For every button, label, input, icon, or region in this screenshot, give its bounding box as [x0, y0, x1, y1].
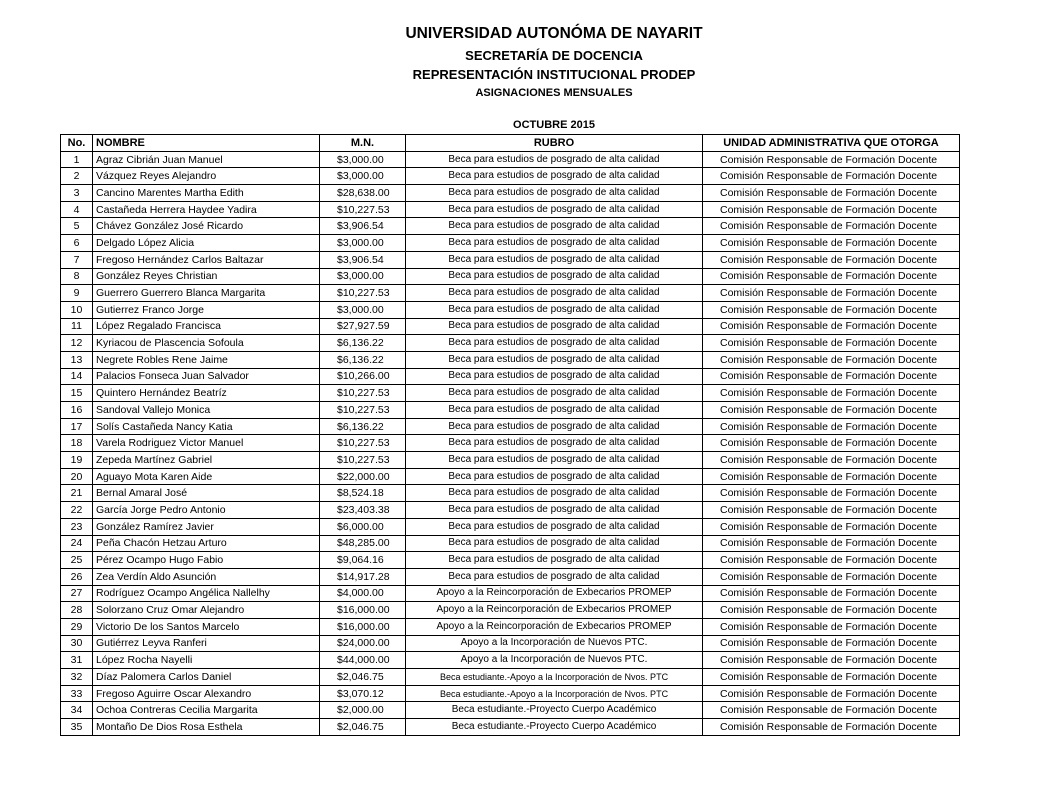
- row-number-cell: 20: [61, 468, 93, 485]
- row-number-cell: 13: [61, 351, 93, 368]
- university-title: UNIVERSIDAD AUTONÓMA DE NAYARIT: [405, 25, 703, 42]
- row-number-cell: 22: [61, 502, 93, 519]
- person-name-cell: Cancino Marentes Martha Edith: [93, 185, 320, 202]
- granting-unit-cell: Comisión Responsable de Formación Docente: [703, 518, 960, 535]
- assignments-table: [60, 134, 960, 736]
- person-name-cell: Varela Rodriguez Victor Manuel: [93, 435, 320, 452]
- rubro-cell: Beca para estudios de posgrado de alta calidad: [406, 185, 703, 202]
- table-row: [61, 719, 960, 736]
- period-label: OCTUBRE 2015: [513, 119, 595, 131]
- rubro-cell: Beca para estudios de posgrado de alta calidad: [406, 502, 703, 519]
- person-name-cell: Aguayo Mota Karen Aide: [93, 468, 320, 485]
- table-row: [61, 568, 960, 585]
- granting-unit-cell: Comisión Responsable de Formación Docente: [703, 151, 960, 168]
- row-number-cell: 4: [61, 201, 93, 218]
- row-number-cell: 7: [61, 251, 93, 268]
- amount-cell: $10,227.53: [320, 435, 406, 452]
- amount-cell: $9,064.16: [320, 552, 406, 569]
- rubro-cell: Beca para estudios de posgrado de alta calidad: [406, 368, 703, 385]
- rubro-cell: Apoyo a la Incorporación de Nuevos PTC.: [406, 652, 703, 669]
- rubro-cell: Beca para estudios de posgrado de alta calidad: [406, 385, 703, 402]
- table-row: [61, 201, 960, 218]
- person-name-cell: Victorio De los Santos Marcelo: [93, 618, 320, 635]
- rubro-cell: Beca para estudios de posgrado de alta calidad: [406, 435, 703, 452]
- amount-cell: $3,000.00: [320, 151, 406, 168]
- row-number-cell: 9: [61, 285, 93, 302]
- table-row: [61, 368, 960, 385]
- granting-unit-cell: Comisión Responsable de Formación Docente: [703, 685, 960, 702]
- table-row: [61, 218, 960, 235]
- amount-cell: $3,000.00: [320, 301, 406, 318]
- granting-unit-cell: Comisión Responsable de Formación Docente: [703, 418, 960, 435]
- amount-cell: $6,136.22: [320, 335, 406, 352]
- amount-cell: $6,136.22: [320, 418, 406, 435]
- row-number-cell: 14: [61, 368, 93, 385]
- report-subtitle: ASIGNACIONES MENSUALES: [475, 87, 633, 99]
- row-number-cell: 8: [61, 268, 93, 285]
- rubro-cell: Beca para estudios de posgrado de alta calidad: [406, 151, 703, 168]
- granting-unit-cell: Comisión Responsable de Formación Docente: [703, 368, 960, 385]
- amount-cell: $10,266.00: [320, 368, 406, 385]
- amount-cell: $10,227.53: [320, 285, 406, 302]
- amount-cell: $14,917.28: [320, 568, 406, 585]
- rubro-cell: Beca para estudios de posgrado de alta calidad: [406, 218, 703, 235]
- amount-cell: $27,927.59: [320, 318, 406, 335]
- rubro-cell: Beca para estudios de posgrado de alta calidad: [406, 301, 703, 318]
- granting-unit-cell: Comisión Responsable de Formación Docente: [703, 385, 960, 402]
- table-row: [61, 151, 960, 168]
- granting-unit-cell: Comisión Responsable de Formación Docente: [703, 335, 960, 352]
- row-number-cell: 6: [61, 235, 93, 252]
- rubro-cell: Beca para estudios de posgrado de alta calidad: [406, 168, 703, 185]
- rubro-cell: Beca para estudios de posgrado de alta calidad: [406, 402, 703, 419]
- row-number-cell: 30: [61, 635, 93, 652]
- table-row: [61, 535, 960, 552]
- person-name-cell: Fregoso Hernández Carlos Baltazar: [93, 251, 320, 268]
- granting-unit-cell: Comisión Responsable de Formación Docente: [703, 602, 960, 619]
- person-name-cell: Díaz Palomera Carlos Daniel: [93, 669, 320, 686]
- table-row: [61, 652, 960, 669]
- person-name-cell: Fregoso Aguirre Oscar Alexandro: [93, 685, 320, 702]
- granting-unit-cell: Comisión Responsable de Formación Docente: [703, 669, 960, 686]
- rubro-cell: Beca para estudios de posgrado de alta calidad: [406, 535, 703, 552]
- rubro-cell: Apoyo a la Reincorporación de Exbecarios PROMEP: [406, 602, 703, 619]
- granting-unit-cell: Comisión Responsable de Formación Docente: [703, 435, 960, 452]
- table-row: [61, 301, 960, 318]
- person-name-cell: Pérez Ocampo Hugo Fabio: [93, 552, 320, 569]
- granting-unit-cell: Comisión Responsable de Formación Docente: [703, 652, 960, 669]
- column-header-amount: M.N.: [320, 135, 406, 152]
- row-number-cell: 18: [61, 435, 93, 452]
- rubro-cell: Beca para estudios de posgrado de alta calidad: [406, 285, 703, 302]
- row-number-cell: 27: [61, 585, 93, 602]
- granting-unit-cell: Comisión Responsable de Formación Docente: [703, 502, 960, 519]
- table-row: [61, 618, 960, 635]
- granting-unit-cell: Comisión Responsable de Formación Docente: [703, 618, 960, 635]
- rubro-cell: Apoyo a la Incorporación de Nuevos PTC.: [406, 635, 703, 652]
- table-row: [61, 285, 960, 302]
- table-row: [61, 385, 960, 402]
- granting-unit-cell: Comisión Responsable de Formación Docente: [703, 351, 960, 368]
- amount-cell: $6,000.00: [320, 518, 406, 535]
- table-row: [61, 485, 960, 502]
- rubro-cell: Beca para estudios de posgrado de alta calidad: [406, 418, 703, 435]
- granting-unit-cell: Comisión Responsable de Formación Docente: [703, 301, 960, 318]
- row-number-cell: 31: [61, 652, 93, 669]
- amount-cell: $44,000.00: [320, 652, 406, 669]
- amount-cell: $28,638.00: [320, 185, 406, 202]
- column-header-name: NOMBRE: [93, 135, 320, 152]
- amount-cell: $23,403.38: [320, 502, 406, 519]
- secretariat-title: SECRETARÍA DE DOCENCIA: [465, 48, 643, 63]
- table-row: [61, 702, 960, 719]
- person-name-cell: Quintero Hernández Beatríz: [93, 385, 320, 402]
- rubro-cell: Beca para estudios de posgrado de alta calidad: [406, 251, 703, 268]
- table-row: [61, 251, 960, 268]
- amount-cell: $16,000.00: [320, 602, 406, 619]
- granting-unit-cell: Comisión Responsable de Formación Docente: [703, 235, 960, 252]
- amount-cell: $24,000.00: [320, 635, 406, 652]
- rubro-cell: Apoyo a la Reincorporación de Exbecarios PROMEP: [406, 618, 703, 635]
- column-header-unit: UNIDAD ADMINISTRATIVA QUE OTORGA: [703, 135, 960, 152]
- row-number-cell: 15: [61, 385, 93, 402]
- row-number-cell: 5: [61, 218, 93, 235]
- table-row: [61, 669, 960, 686]
- person-name-cell: Peña Chacón Hetzau Arturo: [93, 535, 320, 552]
- amount-cell: $8,524.18: [320, 485, 406, 502]
- table-row: [61, 268, 960, 285]
- row-number-cell: 2: [61, 168, 93, 185]
- person-name-cell: Kyriacou de Plascencia Sofoula: [93, 335, 320, 352]
- row-number-cell: 1: [61, 151, 93, 168]
- amount-cell: $2,046.75: [320, 669, 406, 686]
- amount-cell: $4,000.00: [320, 585, 406, 602]
- granting-unit-cell: Comisión Responsable de Formación Docente: [703, 285, 960, 302]
- amount-cell: $3,906.54: [320, 251, 406, 268]
- granting-unit-cell: Comisión Responsable de Formación Docente: [703, 719, 960, 736]
- person-name-cell: Chávez González José Ricardo: [93, 218, 320, 235]
- rubro-cell: Beca para estudios de posgrado de alta calidad: [406, 452, 703, 469]
- row-number-cell: 34: [61, 702, 93, 719]
- person-name-cell: García Jorge Pedro Antonio: [93, 502, 320, 519]
- person-name-cell: Solís Castañeda Nancy Katia: [93, 418, 320, 435]
- granting-unit-cell: Comisión Responsable de Formación Docente: [703, 218, 960, 235]
- person-name-cell: González Ramírez Javier: [93, 518, 320, 535]
- row-number-cell: 25: [61, 552, 93, 569]
- granting-unit-cell: Comisión Responsable de Formación Docente: [703, 268, 960, 285]
- row-number-cell: 21: [61, 485, 93, 502]
- table-row: [61, 635, 960, 652]
- table-body: [61, 151, 960, 735]
- table-row: [61, 585, 960, 602]
- person-name-cell: Rodríguez Ocampo Angélica Nallelhy: [93, 585, 320, 602]
- rubro-cell: Beca para estudios de posgrado de alta calidad: [406, 335, 703, 352]
- table-row: [61, 185, 960, 202]
- rubro-cell: Beca para estudios de posgrado de alta calidad: [406, 518, 703, 535]
- amount-cell: $6,136.22: [320, 351, 406, 368]
- row-number-cell: 35: [61, 719, 93, 736]
- table-row: [61, 168, 960, 185]
- amount-cell: $2,000.00: [320, 702, 406, 719]
- person-name-cell: Gutierrez Franco Jorge: [93, 301, 320, 318]
- table-row: [61, 402, 960, 419]
- table-row: [61, 552, 960, 569]
- person-name-cell: Montaño De Dios Rosa Esthela: [93, 719, 320, 736]
- row-number-cell: 19: [61, 452, 93, 469]
- amount-cell: $3,000.00: [320, 268, 406, 285]
- person-name-cell: Delgado López Alicia: [93, 235, 320, 252]
- rubro-cell: Beca para estudios de posgrado de alta calidad: [406, 201, 703, 218]
- row-number-cell: 32: [61, 669, 93, 686]
- granting-unit-cell: Comisión Responsable de Formación Docente: [703, 485, 960, 502]
- amount-cell: $10,227.53: [320, 452, 406, 469]
- person-name-cell: López Rocha Nayelli: [93, 652, 320, 669]
- rubro-cell: Beca estudiante.-Proyecto Cuerpo Académico: [406, 702, 703, 719]
- rubro-cell: Beca para estudios de posgrado de alta calidad: [406, 552, 703, 569]
- person-name-cell: Gutiérrez Leyva Ranferi: [93, 635, 320, 652]
- table-row: [61, 602, 960, 619]
- granting-unit-cell: Comisión Responsable de Formación Docente: [703, 185, 960, 202]
- column-header-rubro: RUBRO: [406, 135, 703, 152]
- amount-cell: $10,227.53: [320, 201, 406, 218]
- row-number-cell: 12: [61, 335, 93, 352]
- table-row: [61, 235, 960, 252]
- amount-cell: $3,000.00: [320, 235, 406, 252]
- person-name-cell: Castañeda Herrera Haydee Yadira: [93, 201, 320, 218]
- table-row: [61, 335, 960, 352]
- rubro-cell: Beca para estudios de posgrado de alta calidad: [406, 468, 703, 485]
- row-number-cell: 11: [61, 318, 93, 335]
- granting-unit-cell: Comisión Responsable de Formación Docente: [703, 552, 960, 569]
- row-number-cell: 24: [61, 535, 93, 552]
- amount-cell: $10,227.53: [320, 385, 406, 402]
- rubro-cell: Beca para estudios de posgrado de alta calidad: [406, 568, 703, 585]
- person-name-cell: Sandoval Vallejo Monica: [93, 402, 320, 419]
- person-name-cell: Zea Verdín Aldo Asunción: [93, 568, 320, 585]
- rubro-cell: Beca para estudios de posgrado de alta calidad: [406, 485, 703, 502]
- amount-cell: $10,227.53: [320, 402, 406, 419]
- granting-unit-cell: Comisión Responsable de Formación Docente: [703, 568, 960, 585]
- granting-unit-cell: Comisión Responsable de Formación Docente: [703, 402, 960, 419]
- granting-unit-cell: Comisión Responsable de Formación Docente: [703, 702, 960, 719]
- granting-unit-cell: Comisión Responsable de Formación Docente: [703, 585, 960, 602]
- table-row: [61, 685, 960, 702]
- person-name-cell: Negrete Robles Rene Jaime: [93, 351, 320, 368]
- person-name-cell: Vázquez Reyes Alejandro: [93, 168, 320, 185]
- row-number-cell: 16: [61, 402, 93, 419]
- row-number-cell: 10: [61, 301, 93, 318]
- granting-unit-cell: Comisión Responsable de Formación Docente: [703, 251, 960, 268]
- row-number-cell: 33: [61, 685, 93, 702]
- table-row: [61, 435, 960, 452]
- amount-cell: $3,000.00: [320, 168, 406, 185]
- rubro-cell: Beca para estudios de posgrado de alta calidad: [406, 351, 703, 368]
- table-row: [61, 518, 960, 535]
- table-row: [61, 452, 960, 469]
- rubro-cell: Beca para estudios de posgrado de alta calidad: [406, 268, 703, 285]
- person-name-cell: Palacios Fonseca Juan Salvador: [93, 368, 320, 385]
- person-name-cell: Ochoa Contreras Cecilia Margarita: [93, 702, 320, 719]
- amount-cell: $16,000.00: [320, 618, 406, 635]
- table-row: [61, 502, 960, 519]
- amount-cell: $3,070.12: [320, 685, 406, 702]
- granting-unit-cell: Comisión Responsable de Formación Docente: [703, 168, 960, 185]
- row-number-cell: 17: [61, 418, 93, 435]
- granting-unit-cell: Comisión Responsable de Formación Docente: [703, 535, 960, 552]
- table-row: [61, 418, 960, 435]
- rubro-cell: Beca para estudios de posgrado de alta calidad: [406, 318, 703, 335]
- amount-cell: $22,000.00: [320, 468, 406, 485]
- row-number-cell: 29: [61, 618, 93, 635]
- granting-unit-cell: Comisión Responsable de Formación Docente: [703, 201, 960, 218]
- row-number-cell: 23: [61, 518, 93, 535]
- table-row: [61, 468, 960, 485]
- person-name-cell: Zepeda Martínez Gabriel: [93, 452, 320, 469]
- rubro-cell: Apoyo a la Reincorporación de Exbecarios PROMEP: [406, 585, 703, 602]
- granting-unit-cell: Comisión Responsable de Formación Docente: [703, 452, 960, 469]
- granting-unit-cell: Comisión Responsable de Formación Docente: [703, 318, 960, 335]
- representation-title: REPRESENTACIÓN INSTITUCIONAL PRODEP: [412, 67, 696, 82]
- row-number-cell: 3: [61, 185, 93, 202]
- person-name-cell: Agraz Cibrián Juan Manuel: [93, 151, 320, 168]
- granting-unit-cell: Comisión Responsable de Formación Docente: [703, 635, 960, 652]
- amount-cell: $48,285.00: [320, 535, 406, 552]
- table-header-row: [61, 135, 960, 152]
- amount-cell: $2,046.75: [320, 719, 406, 736]
- rubro-cell: Beca para estudios de posgrado de alta calidad: [406, 235, 703, 252]
- rubro-cell: Beca estudiante.-Apoyo a la Incorporación de Nvos. PTC: [406, 685, 703, 702]
- row-number-cell: 28: [61, 602, 93, 619]
- person-name-cell: Solorzano Cruz Omar Alejandro: [93, 602, 320, 619]
- row-number-cell: 26: [61, 568, 93, 585]
- granting-unit-cell: Comisión Responsable de Formación Docente: [703, 468, 960, 485]
- person-name-cell: González Reyes Christian: [93, 268, 320, 285]
- table-row: [61, 318, 960, 335]
- table-row: [61, 351, 960, 368]
- rubro-cell: Beca estudiante.-Proyecto Cuerpo Académico: [406, 719, 703, 736]
- column-header-no: No.: [61, 135, 93, 152]
- amount-cell: $3,906.54: [320, 218, 406, 235]
- person-name-cell: Guerrero Guerrero Blanca Margarita: [93, 285, 320, 302]
- person-name-cell: Bernal Amaral José: [93, 485, 320, 502]
- rubro-cell: Beca estudiante.-Apoyo a la Incorporación de Nvos. PTC: [406, 669, 703, 686]
- person-name-cell: López Regalado Francisca: [93, 318, 320, 335]
